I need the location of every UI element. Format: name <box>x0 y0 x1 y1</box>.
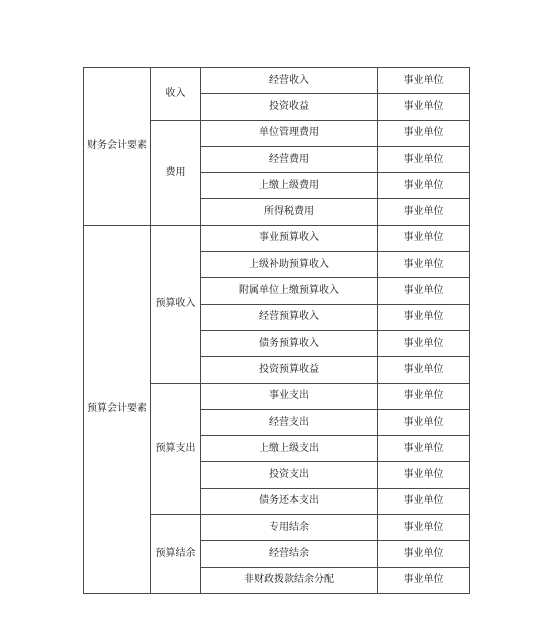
unit-type-cell: 事业单位 <box>378 146 470 172</box>
unit-type-cell: 事业单位 <box>378 120 470 146</box>
table-row <box>84 225 470 251</box>
table-row <box>84 68 470 94</box>
unit-type-cell: 事业单位 <box>378 304 470 330</box>
unit-type-cell: 事业单位 <box>378 515 470 541</box>
unit-type-cell: 事业单位 <box>378 488 470 514</box>
unit-type-cell: 事业单位 <box>378 541 470 567</box>
item-name-cell: 事业预算收入 <box>201 225 378 251</box>
item-name-cell: 经营支出 <box>201 409 378 435</box>
item-name-cell: 经营收入 <box>201 68 378 94</box>
unit-type-cell: 事业单位 <box>378 409 470 435</box>
group-cell: 预算结余 <box>151 515 201 594</box>
item-name-cell: 所得税费用 <box>201 199 378 225</box>
item-name-cell: 专用结余 <box>201 515 378 541</box>
unit-type-cell: 事业单位 <box>378 567 470 593</box>
item-name-cell: 经营费用 <box>201 146 378 172</box>
item-name-cell: 经营预算收入 <box>201 304 378 330</box>
item-name-cell: 债务还本支出 <box>201 488 378 514</box>
unit-type-cell: 事业单位 <box>378 462 470 488</box>
group-cell: 费用 <box>151 120 201 225</box>
unit-type-cell: 事业单位 <box>378 94 470 120</box>
unit-type-cell: 事业单位 <box>378 173 470 199</box>
item-name-cell: 单位管理费用 <box>201 120 378 146</box>
item-name-cell: 附属单位上缴预算收入 <box>201 278 378 304</box>
item-name-cell: 经营结余 <box>201 541 378 567</box>
unit-type-cell: 事业单位 <box>378 225 470 251</box>
unit-type-cell: 事业单位 <box>378 436 470 462</box>
item-name-cell: 上缴上级费用 <box>201 173 378 199</box>
item-name-cell: 投资支出 <box>201 462 378 488</box>
unit-type-cell: 事业单位 <box>378 357 470 383</box>
unit-type-cell: 事业单位 <box>378 278 470 304</box>
elements-table-body <box>84 68 470 594</box>
group-cell: 预算支出 <box>151 383 201 514</box>
elements-table <box>83 67 470 594</box>
unit-type-cell: 事业单位 <box>378 383 470 409</box>
item-name-cell: 债务预算收入 <box>201 330 378 356</box>
category-cell: 预算会计要素 <box>84 225 151 593</box>
item-name-cell: 上缴上级支出 <box>201 436 378 462</box>
item-name-cell: 非财政拨款结余分配 <box>201 567 378 593</box>
item-name-cell: 投资预算收益 <box>201 357 378 383</box>
item-name-cell: 上级补助预算收入 <box>201 252 378 278</box>
unit-type-cell: 事业单位 <box>378 252 470 278</box>
unit-type-cell: 事业单位 <box>378 199 470 225</box>
unit-type-cell: 事业单位 <box>378 330 470 356</box>
group-cell: 收入 <box>151 68 201 121</box>
group-cell: 预算收入 <box>151 225 201 383</box>
category-cell: 财务会计要素 <box>84 68 151 226</box>
item-name-cell: 投资收益 <box>201 94 378 120</box>
item-name-cell: 事业支出 <box>201 383 378 409</box>
unit-type-cell: 事业单位 <box>378 68 470 94</box>
